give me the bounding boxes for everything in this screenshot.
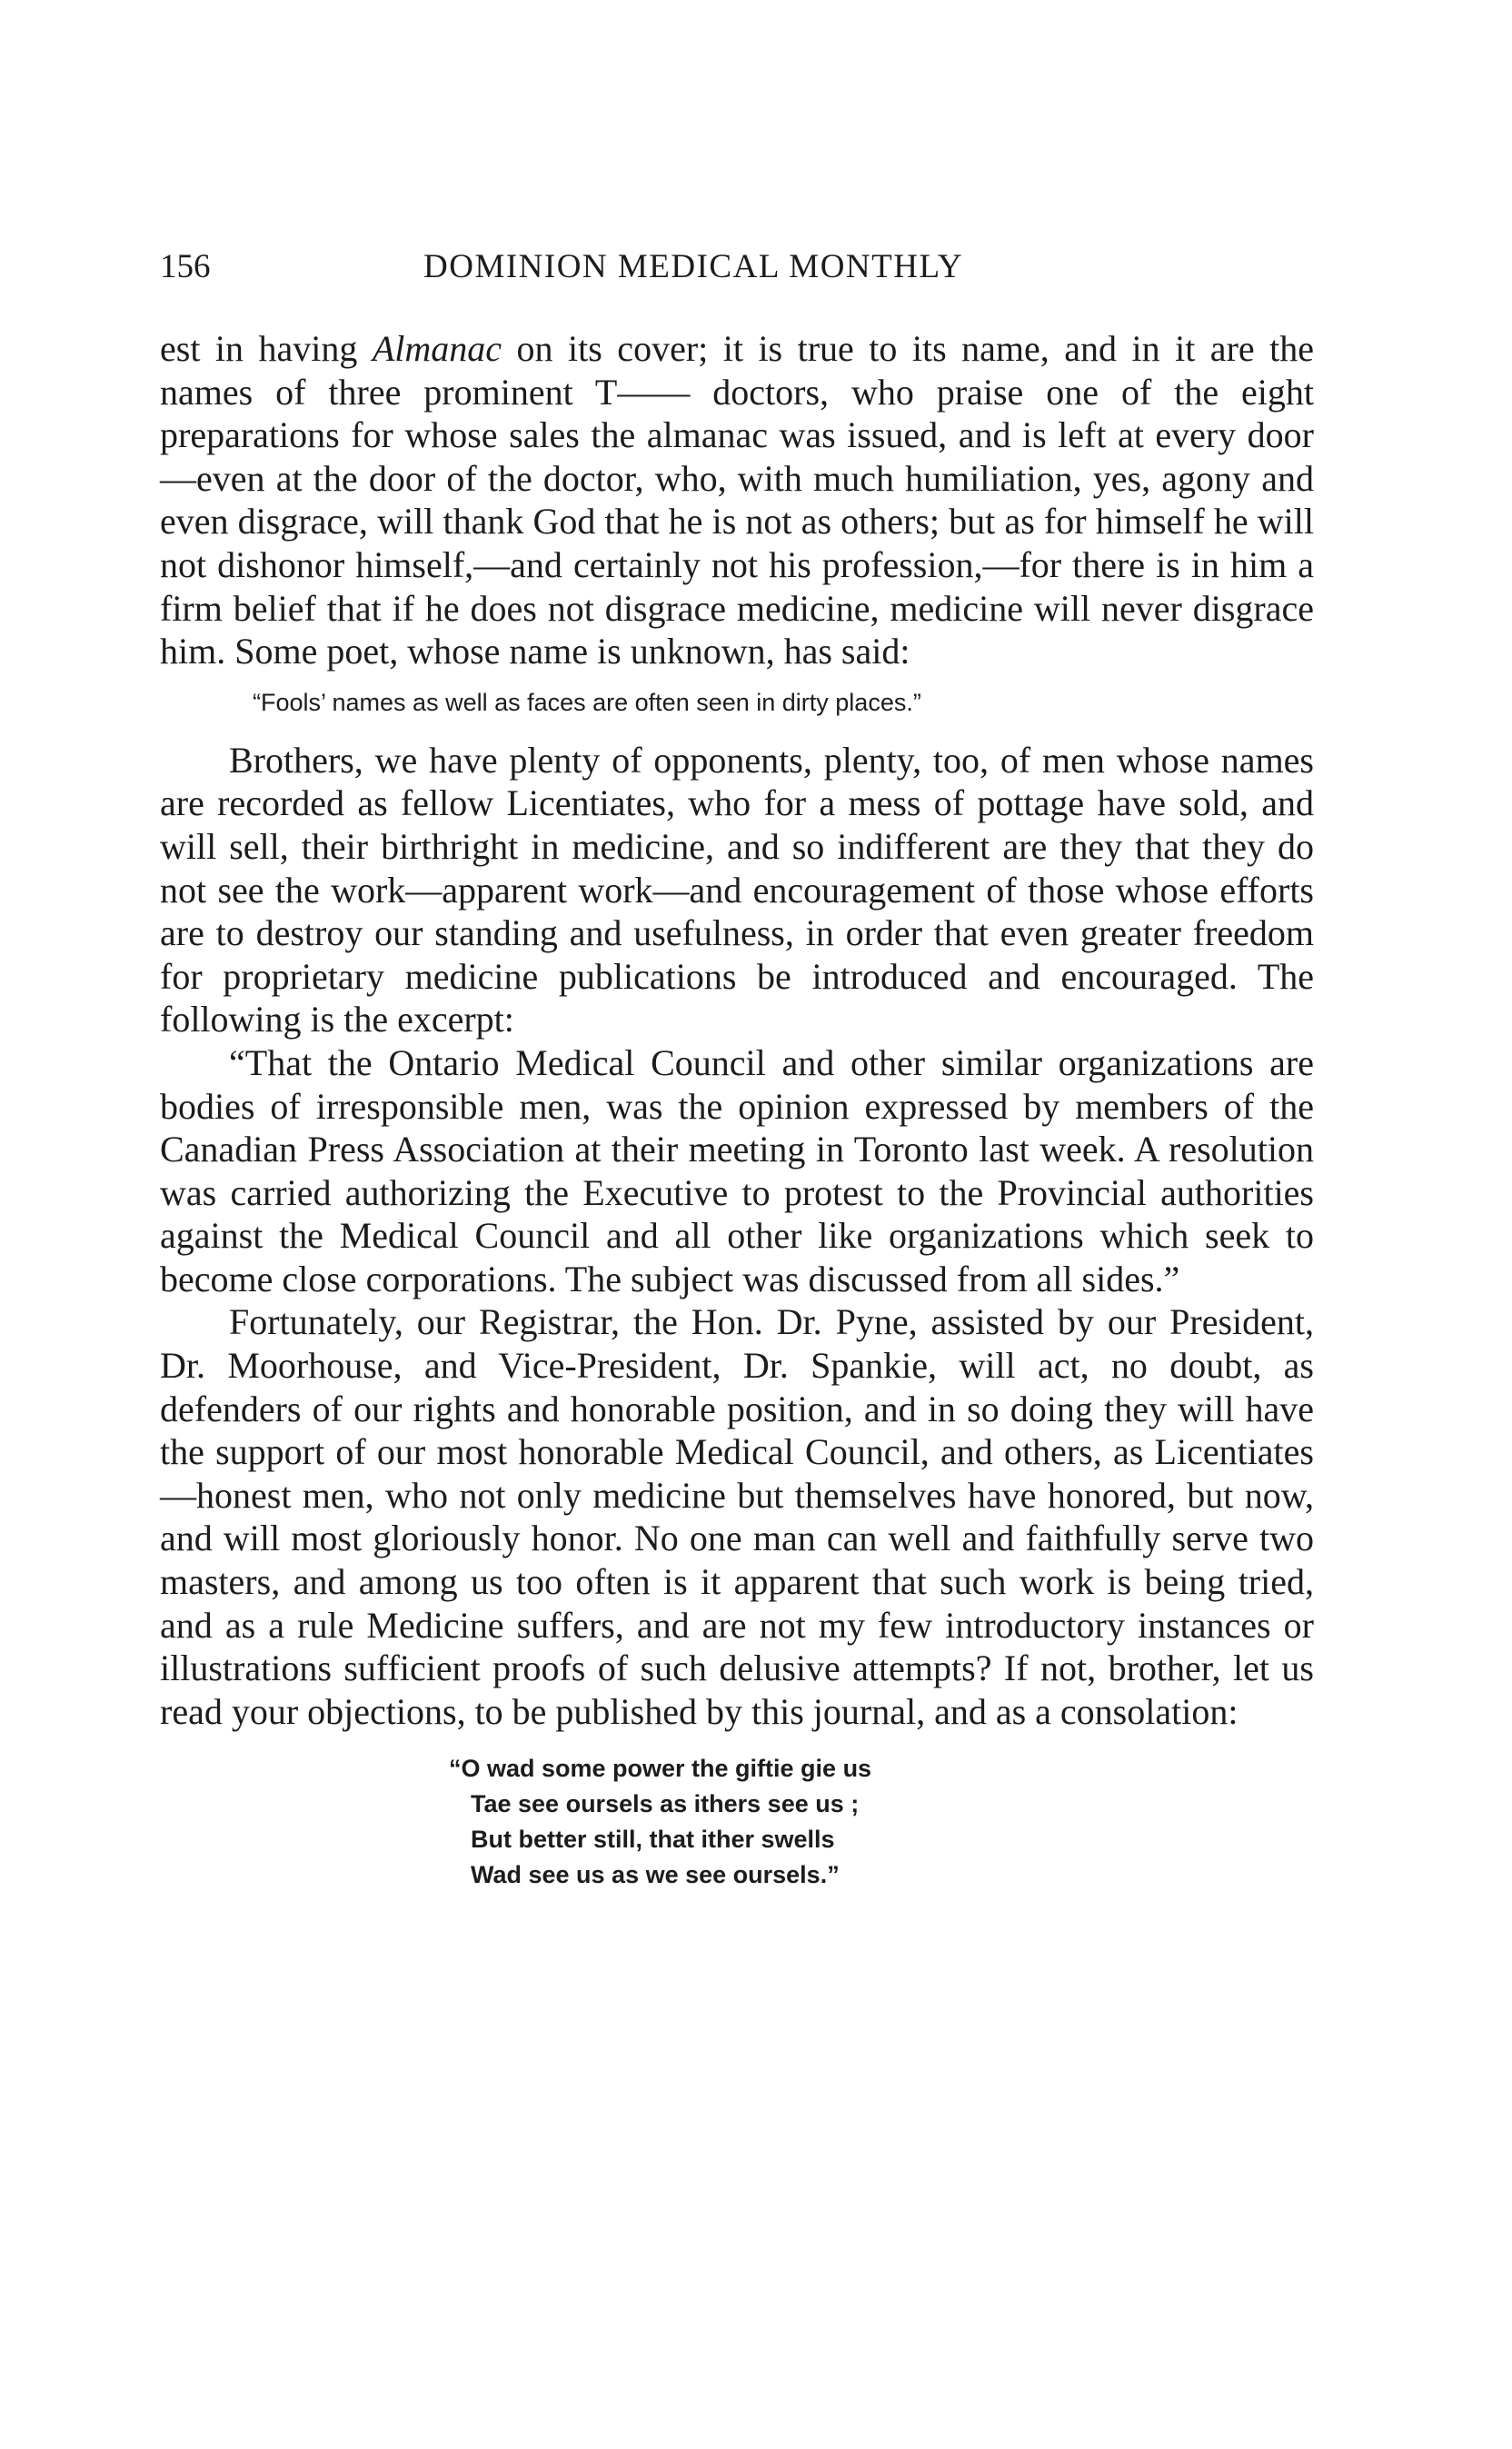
paragraph-2: Brothers, we have plenty of opponents, plenty, too, of men whose names are recorded as fellow Licentiates, who for a mess of pottage have sold, and will sell, their birthright in medicine, and so indifferent are they that they do not see the work—apparent work—and encouragement of those whose efforts are to destroy our standing and usefulness, in order that even greater freedom for proprietary medicine publications be introduced and encouraged. The following is the excerpt: (160, 739, 1314, 1040)
running-title: DOMINION MEDICAL MONTHLY (423, 248, 964, 285)
paragraph-4: Fortunately, our Registrar, the Hon. Dr. Pyne, assisted by our President, Dr. Moorhouse, and Vice-President, Dr. Spankie, will act, no doubt, as defenders of our rights and honorable position, and in so doing they will have the support of our most honorable Medical Council, and others, as Licentiates—honest men, who not only medicine but themselves have honored, but now, and will most gloriously honor. No one man can well and faithfully serve two masters, and among us too often is it apparent that such work is being tried, and as a rule Medicine suffers, and are not my few introductory instances or illustrations sufficient proofs of such delusive attempts? If not, brother, let us read your objections, to be published by this journal, and as a consolation: (160, 1301, 1314, 1732)
poem-stanza (160, 1751, 1314, 1893)
paragraph-3-excerpt: “That the Ontario Medical Council and other similar organizations are bodies of irresponsible men, was the opinion expressed by members of the Canadian Press Association at their meeting in Toronto last week. A resolution was carried authorizing the Executive to protest to the Provincial authorities against the Medical Council and all other like organizations which seek to become close corporations. The subject was discussed from all sides.” (160, 1041, 1314, 1299)
almanac-title: Almanac (372, 328, 502, 369)
poem-line: “O wad some power the giftie gie us (449, 1755, 872, 1783)
poem-line: Wad see us as we see oursels.” (471, 1861, 840, 1889)
proverb-quote: “Fools’ names as well as faces are often seen in dirty places.” (253, 688, 921, 716)
paragraph-1-start: est in having (160, 328, 373, 369)
article-body (160, 327, 1314, 1893)
paragraph-1 (160, 327, 1314, 673)
page-number: 156 (160, 248, 211, 285)
poem-line: But better still, that ither swells (471, 1826, 835, 1854)
page-header (160, 247, 1314, 293)
paragraph-1-rest: on its cover; it is true to its name, and in it are the names of three prominent T—— doctors, who praise one of the eight preparations for whose sales the almanac was issued, and is left at every door—even at the door of the doctor, who, with much humiliation, yes, agony and even disgrace, will thank God that he is not as others; but as for himself he will not dishonor himself,—and certainly not his profession,—for there is in him a firm belief that if he does not disgrace medicine, medicine will never disgrace him. Some poet, whose name is unknown, has said: (160, 328, 1314, 672)
poem-line: Tae see oursels as ithers see us ; (471, 1790, 860, 1818)
